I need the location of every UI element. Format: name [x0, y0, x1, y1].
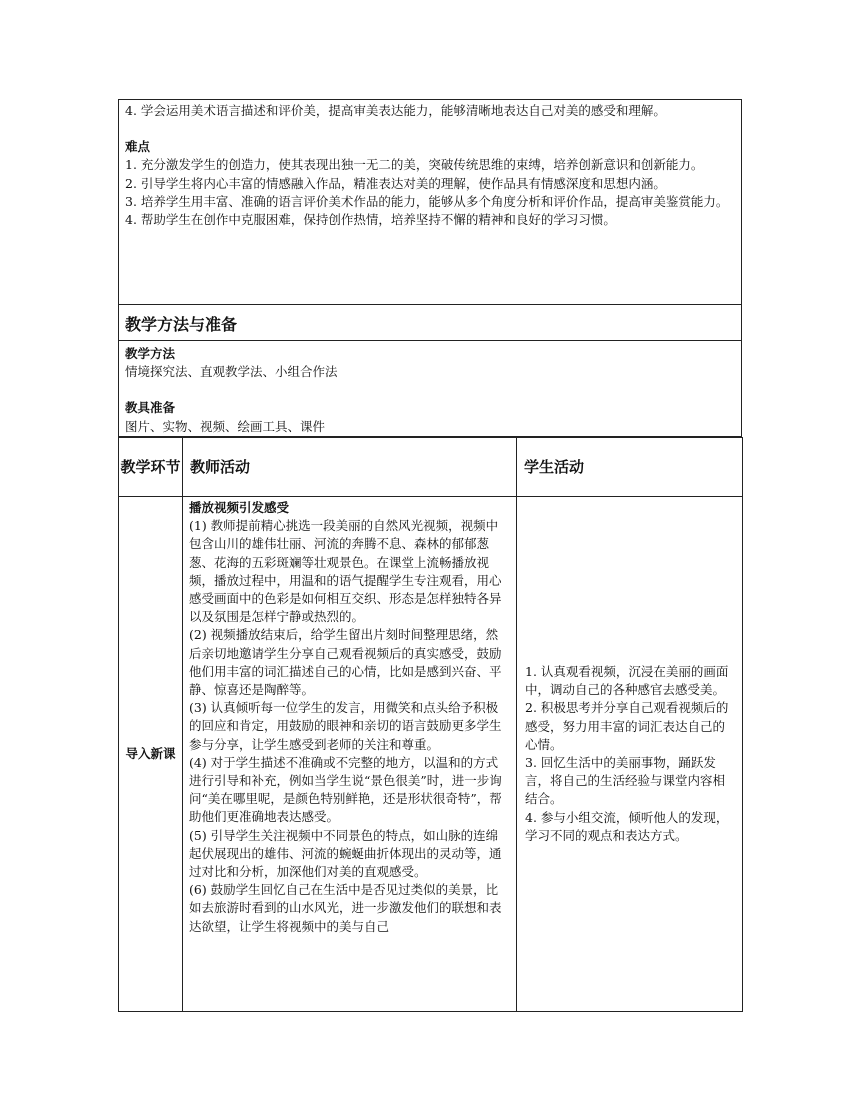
objectives-section	[118, 99, 742, 305]
list-item: 4. 参与小组交流，倾听他人的发现，学习不同的观点和表达方式。	[525, 809, 729, 843]
student-column-header: 学生活动	[524, 457, 585, 476]
activity-table-header	[119, 438, 743, 497]
teacher-column-header: 教师活动	[190, 457, 251, 476]
section-title: 教学方法与准备	[125, 315, 238, 334]
list-item: (5) 引导学生关注视频中不同景色的特点，如山脉的连绵起伏展现出的雄伟、河流的蜿蜒曲折体现出的灵动等，通过对比和分析，加深他们对美的直观感受。	[189, 827, 502, 880]
methods-text: 情境探究法、直观教学法、小组合作法	[125, 364, 338, 380]
methods-section	[118, 341, 742, 437]
teacher-activity-heading: 播放视频引发感受	[189, 500, 290, 515]
student-activity	[517, 663, 742, 845]
table-row	[119, 497, 743, 1012]
difficulty-item: 4. 帮助学生在创作中克服困难，保持创作热情，培养坚持不懈的精神和良好的学习习惯。	[125, 212, 616, 228]
tools-heading: 教具准备	[125, 400, 176, 416]
teacher-activity	[183, 497, 516, 1011]
list-item: (1) 教师提前精心挑选一段美丽的自然风光视频，视频中包含山川的雄伟壮丽、河流的奔腾不息、森林的郁郁葱葱、花海的五彩斑斓等壮观景色。在课堂上流畅播放视频，播放过程中，用温和的语气提醒学生专注观看，用心感受画面中的色彩是如何相互交织、形态是怎样独特各异以及氛围是怎样宁静或热烈的。	[189, 518, 502, 625]
stage-column-header: 教学环节	[120, 457, 181, 476]
difficulty-heading: 难点	[125, 139, 151, 155]
list-item: (6) 鼓励学生回忆自己在生活中是否见过类似的美景，比如去旅游时看到的山水风光，进一步激发他们的联想和表达欲望，让学生将视频中的美与自己	[189, 882, 502, 934]
lesson-plan-page	[118, 99, 742, 1012]
list-item: 1. 认真观看视频，沉浸在美丽的画面中，调动自己的各种感官去感受美。	[525, 663, 729, 698]
methods-title-row	[118, 305, 742, 341]
difficulty-item: 3. 培养学生用丰富、准确的语言评价美术作品的能力，能够从多个角度分析和评价作品，提高审美鉴赏能力。	[125, 193, 729, 209]
list-item: 2. 积极思考并分享自己观看视频后的感受，努力用丰富的词汇表达自己的心情。	[525, 700, 729, 752]
activity-table	[118, 437, 743, 1012]
objective-item-4: 4. 学会运用美术语言描述和评价美，提高审美表达能力，能够清晰地表达自己对美的感受和理解。	[125, 103, 666, 118]
list-item: (3) 认真倾听每一位学生的发言，用微笑和点头给予积极的回应和肯定，用鼓励的眼神和亲切的语言鼓励更多学生参与分享，让学生感受到老师的关注和尊重。	[189, 700, 502, 752]
methods-heading: 教学方法	[125, 346, 176, 361]
difficulty-item: 1. 充分激发学生的创造力，使其表现出独一无二的美，突破传统思维的束缚，培养创新意识和创新能力。	[125, 157, 704, 173]
tools-text: 图片、实物、视频、绘画工具、课件	[125, 418, 326, 434]
list-item: 3. 回忆生活中的美丽事物，踊跃发言，将自己的生活经验与课堂内容相结合。	[525, 755, 726, 807]
stage-name: 导入新课	[125, 745, 176, 761]
list-item: (2) 视频播放结束后，给学生留出片刻时间整理思绪，然后亲切地邀请学生分享自己观看视频后的真实感受，鼓励他们用丰富的词汇描述自己的心情，比如是感到兴奋、平静、惊喜还是陶醉等。	[189, 627, 502, 698]
difficulty-item: 2. 引导学生将内心丰富的情感融入作品，精准表达对美的理解，使作品具有情感深度和思想内涵。	[125, 175, 666, 191]
list-item: (4) 对于学生描述不准确或不完整的地方，以温和的方式进行引导和补充，例如当学生说“景色很美”时，进一步询问“美在哪里呢，是颜色特别鲜艳，还是形状很奇特”，帮助他们更准确地表达感受。	[189, 754, 502, 825]
